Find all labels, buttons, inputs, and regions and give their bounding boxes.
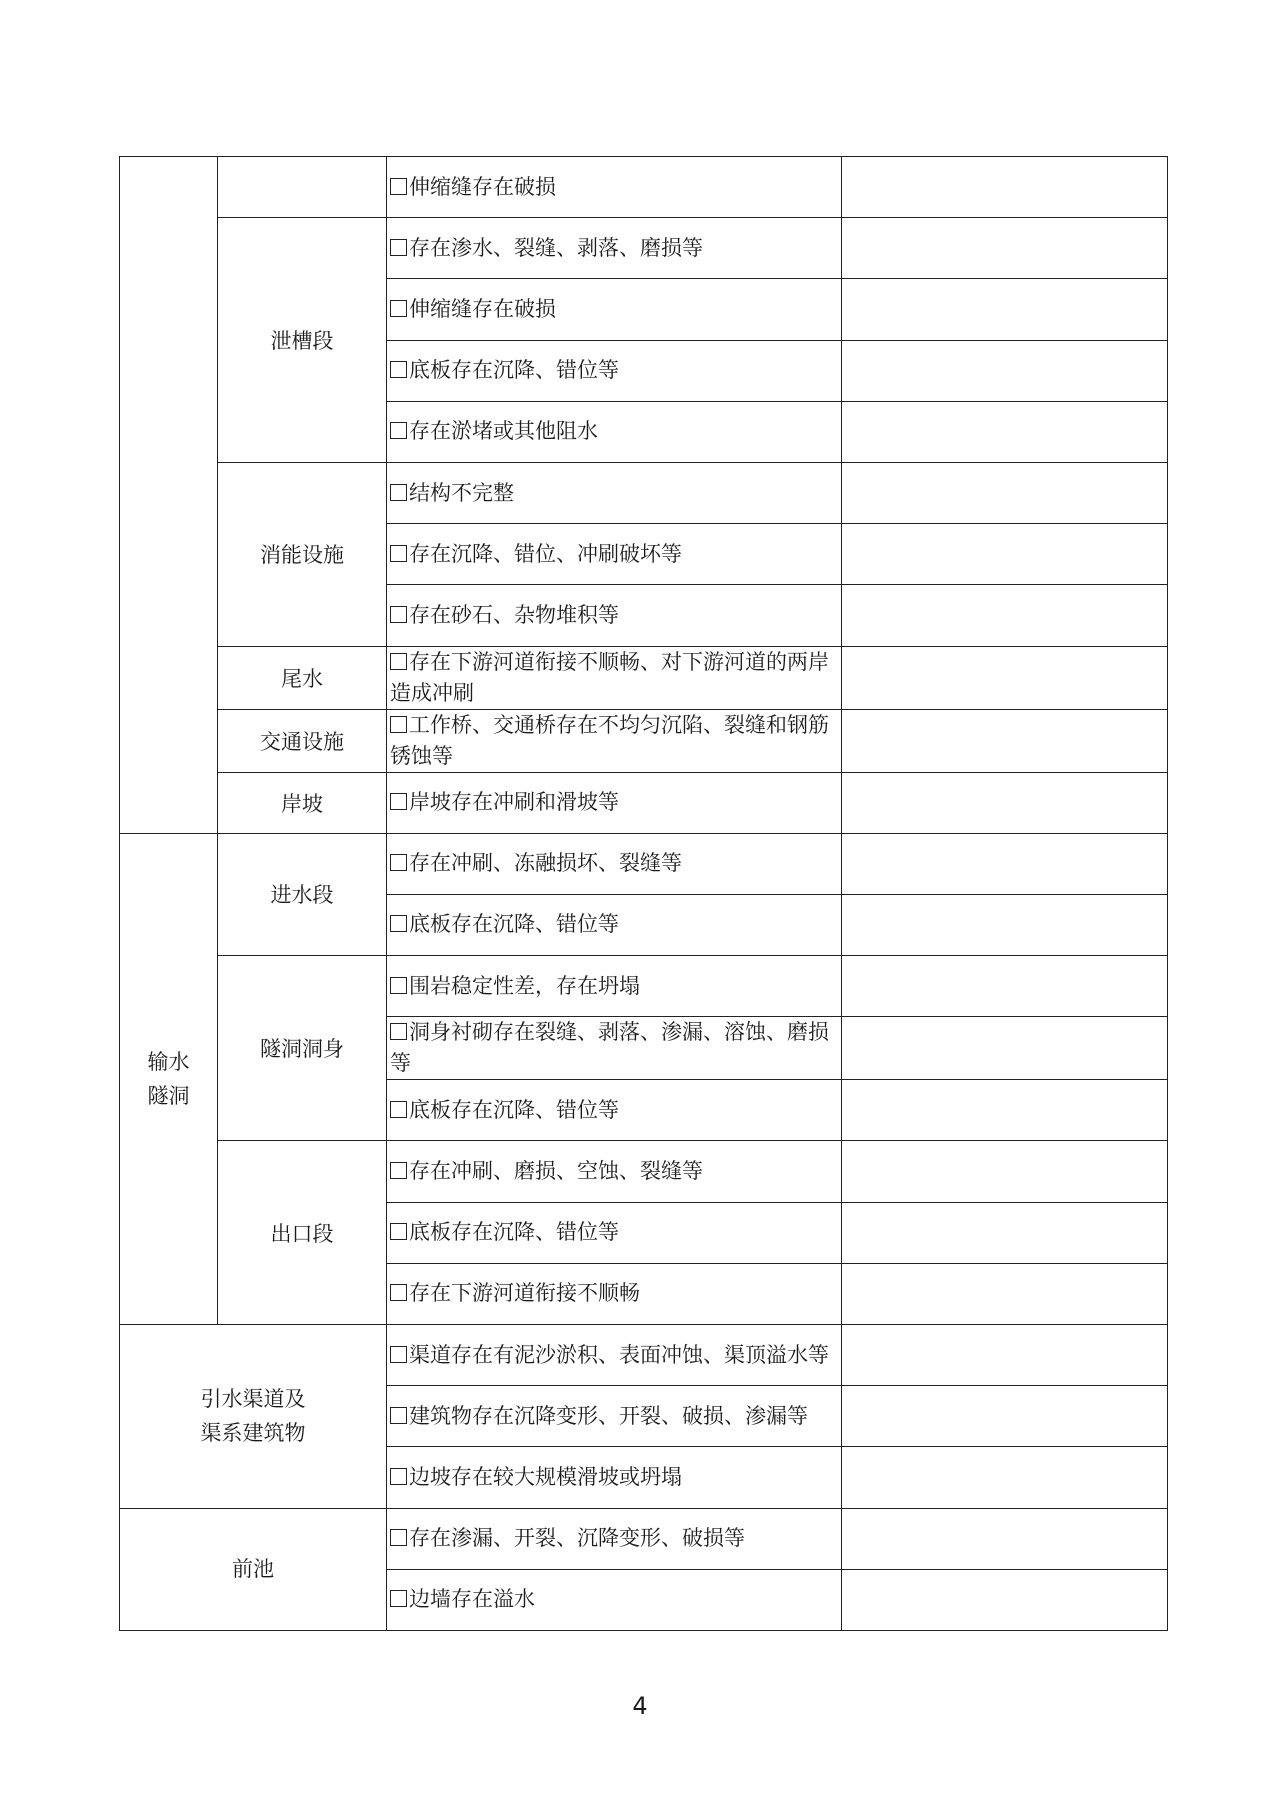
checkbox-icon[interactable] <box>390 1223 407 1240</box>
check-item[interactable] <box>387 1080 842 1141</box>
table-row <box>120 833 1168 894</box>
remarks-cell[interactable] <box>842 1080 1168 1141</box>
checkbox-icon[interactable] <box>390 1023 407 1040</box>
table-row <box>120 772 1168 833</box>
subcategory-cell-continued <box>218 157 387 218</box>
table-row <box>120 1508 1168 1569</box>
check-item-label: 底板存在沉降、错位等 <box>409 1220 619 1245</box>
check-item[interactable] <box>387 894 842 955</box>
remarks-cell[interactable] <box>842 1141 1168 1202</box>
category-cell <box>120 833 218 1324</box>
check-item[interactable] <box>387 709 842 772</box>
check-item[interactable] <box>387 1447 842 1508</box>
check-item[interactable] <box>387 1141 842 1202</box>
checkbox-icon[interactable] <box>390 1284 407 1301</box>
checkbox-icon[interactable] <box>390 854 407 871</box>
category-cell-continued <box>120 157 218 834</box>
check-item-label: 存在淤堵或其他阻水 <box>409 419 598 444</box>
checkbox-icon[interactable] <box>390 1468 407 1485</box>
remarks-cell[interactable] <box>842 894 1168 955</box>
subcategory-cell: 隧洞洞身 <box>218 956 387 1141</box>
check-item-label: 渠道存在有泥沙淤积、表面冲蚀、渠顶溢水等 <box>409 1342 829 1367</box>
check-item[interactable] <box>387 956 842 1017</box>
check-item[interactable] <box>387 1508 842 1569</box>
table-row <box>120 462 1168 523</box>
subcategory-cell: 岸坡 <box>218 772 387 833</box>
checkbox-icon[interactable] <box>390 361 407 378</box>
check-item[interactable] <box>387 833 842 894</box>
check-item-label: 围岩稳定性差，存在坍塌 <box>409 973 640 998</box>
remarks-cell[interactable] <box>842 279 1168 340</box>
check-item[interactable] <box>387 279 842 340</box>
checkbox-icon[interactable] <box>390 1346 407 1363</box>
remarks-cell[interactable] <box>842 340 1168 401</box>
check-item-label: 存在下游河道衔接不顺畅、对下游河道的两岸造成冲刷 <box>390 649 829 705</box>
subcategory-cell: 泄槽段 <box>218 218 387 463</box>
inspection-checklist-table <box>119 156 1168 1631</box>
check-item-label: 边坡存在较大规模滑坡或坍塌 <box>409 1464 682 1489</box>
checkbox-icon[interactable] <box>390 1162 407 1179</box>
table-row <box>120 218 1168 279</box>
check-item-label: 存在渗漏、开裂、沉降变形、破损等 <box>409 1526 745 1551</box>
remarks-cell[interactable] <box>842 956 1168 1017</box>
remarks-cell[interactable] <box>842 1325 1168 1386</box>
checkbox-icon[interactable] <box>390 716 407 733</box>
check-item-label: 边墙存在溢水 <box>409 1587 535 1612</box>
remarks-cell[interactable] <box>842 1202 1168 1263</box>
subcategory-cell: 交通设施 <box>218 709 387 772</box>
category-cell: 前池 <box>120 1508 387 1630</box>
checkbox-icon[interactable] <box>390 1590 407 1607</box>
table-row <box>120 956 1168 1017</box>
check-item[interactable] <box>387 340 842 401</box>
remarks-cell[interactable] <box>842 833 1168 894</box>
remarks-cell[interactable] <box>842 709 1168 772</box>
check-item-label: 存在沉降、错位、冲刷破坏等 <box>409 541 682 566</box>
check-item-label: 底板存在沉降、错位等 <box>409 912 619 937</box>
checkbox-icon[interactable] <box>390 977 407 994</box>
check-item-label: 存在砂石、杂物堆积等 <box>409 602 619 627</box>
check-item[interactable] <box>387 462 842 523</box>
checkbox-icon[interactable] <box>390 915 407 932</box>
check-item-label: 存在冲刷、冻融损坏、裂缝等 <box>409 851 682 876</box>
table-row <box>120 157 1168 218</box>
check-item[interactable] <box>387 524 842 585</box>
checkbox-icon[interactable] <box>390 606 407 623</box>
remarks-cell[interactable] <box>842 462 1168 523</box>
subcategory-cell: 尾水 <box>218 646 387 709</box>
check-item-label: 底板存在沉降、错位等 <box>409 1097 619 1122</box>
checkbox-icon[interactable] <box>390 793 407 810</box>
table-row <box>120 709 1168 772</box>
check-item[interactable] <box>387 1017 842 1080</box>
remarks-cell[interactable] <box>842 1447 1168 1508</box>
checkbox-icon[interactable] <box>390 1529 407 1546</box>
check-item[interactable] <box>387 218 842 279</box>
checkbox-icon[interactable] <box>390 545 407 562</box>
table-row <box>120 646 1168 709</box>
table-row <box>120 1141 1168 1202</box>
category-label-line: 引水渠道及 <box>200 1387 306 1412</box>
remarks-cell[interactable] <box>842 1569 1168 1630</box>
checkbox-icon[interactable] <box>390 484 407 501</box>
check-item-label: 建筑物存在沉降变形、开裂、破损、渗漏等 <box>409 1403 808 1428</box>
check-item[interactable] <box>387 646 842 709</box>
category-label-line: 渠系建筑物 <box>200 1421 306 1446</box>
check-item-label: 伸缩缝存在破损 <box>409 174 556 199</box>
remarks-cell[interactable] <box>842 218 1168 279</box>
remarks-cell[interactable] <box>842 1017 1168 1080</box>
check-item[interactable] <box>387 585 842 646</box>
subcategory-cell: 消能设施 <box>218 462 387 646</box>
table-row <box>120 1325 1168 1386</box>
checkbox-icon[interactable] <box>390 422 407 439</box>
checkbox-icon[interactable] <box>390 300 407 317</box>
category-label-line: 输水 <box>147 1049 190 1074</box>
checkbox-icon[interactable] <box>390 239 407 256</box>
remarks-cell[interactable] <box>842 524 1168 585</box>
check-item[interactable] <box>387 401 842 462</box>
page-number: 4 <box>632 1692 648 1720</box>
remarks-cell[interactable] <box>842 157 1168 218</box>
check-item-label: 存在冲刷、磨损、空蚀、裂缝等 <box>409 1159 703 1184</box>
check-item-label: 岸坡存在冲刷和滑坡等 <box>409 790 619 815</box>
check-item[interactable] <box>387 1325 842 1386</box>
subcategory-cell: 进水段 <box>218 833 387 955</box>
check-item-label: 存在下游河道衔接不顺畅 <box>409 1281 640 1306</box>
checkbox-icon[interactable] <box>390 1101 407 1118</box>
check-item-label: 洞身衬砌存在裂缝、剥落、渗漏、溶蚀、磨损等 <box>390 1020 829 1076</box>
checkbox-icon[interactable] <box>390 653 407 670</box>
remarks-cell[interactable] <box>842 585 1168 646</box>
remarks-cell[interactable] <box>842 1386 1168 1447</box>
check-item[interactable] <box>387 1202 842 1263</box>
remarks-cell[interactable] <box>842 646 1168 709</box>
remarks-cell[interactable] <box>842 1263 1168 1324</box>
check-item-label: 工作桥、交通桥存在不均匀沉陷、裂缝和钢筋锈蚀等 <box>390 712 829 768</box>
category-cell <box>120 1325 387 1509</box>
checkbox-icon[interactable] <box>390 178 407 195</box>
remarks-cell[interactable] <box>842 401 1168 462</box>
check-item[interactable] <box>387 1386 842 1447</box>
category-label-line: 隧洞 <box>147 1083 190 1108</box>
check-item-label: 伸缩缝存在破损 <box>409 296 556 321</box>
remarks-cell[interactable] <box>842 1508 1168 1569</box>
check-item[interactable] <box>387 1263 842 1324</box>
check-item-label: 底板存在沉降、错位等 <box>409 358 619 383</box>
check-item-label: 存在渗水、裂缝、剥落、磨损等 <box>409 235 703 260</box>
subcategory-cell: 出口段 <box>218 1141 387 1325</box>
checkbox-icon[interactable] <box>390 1407 407 1424</box>
remarks-cell[interactable] <box>842 772 1168 833</box>
check-item-label: 结构不完整 <box>409 480 514 505</box>
check-item[interactable] <box>387 772 842 833</box>
check-item[interactable] <box>387 1569 842 1630</box>
check-item[interactable] <box>387 157 842 218</box>
